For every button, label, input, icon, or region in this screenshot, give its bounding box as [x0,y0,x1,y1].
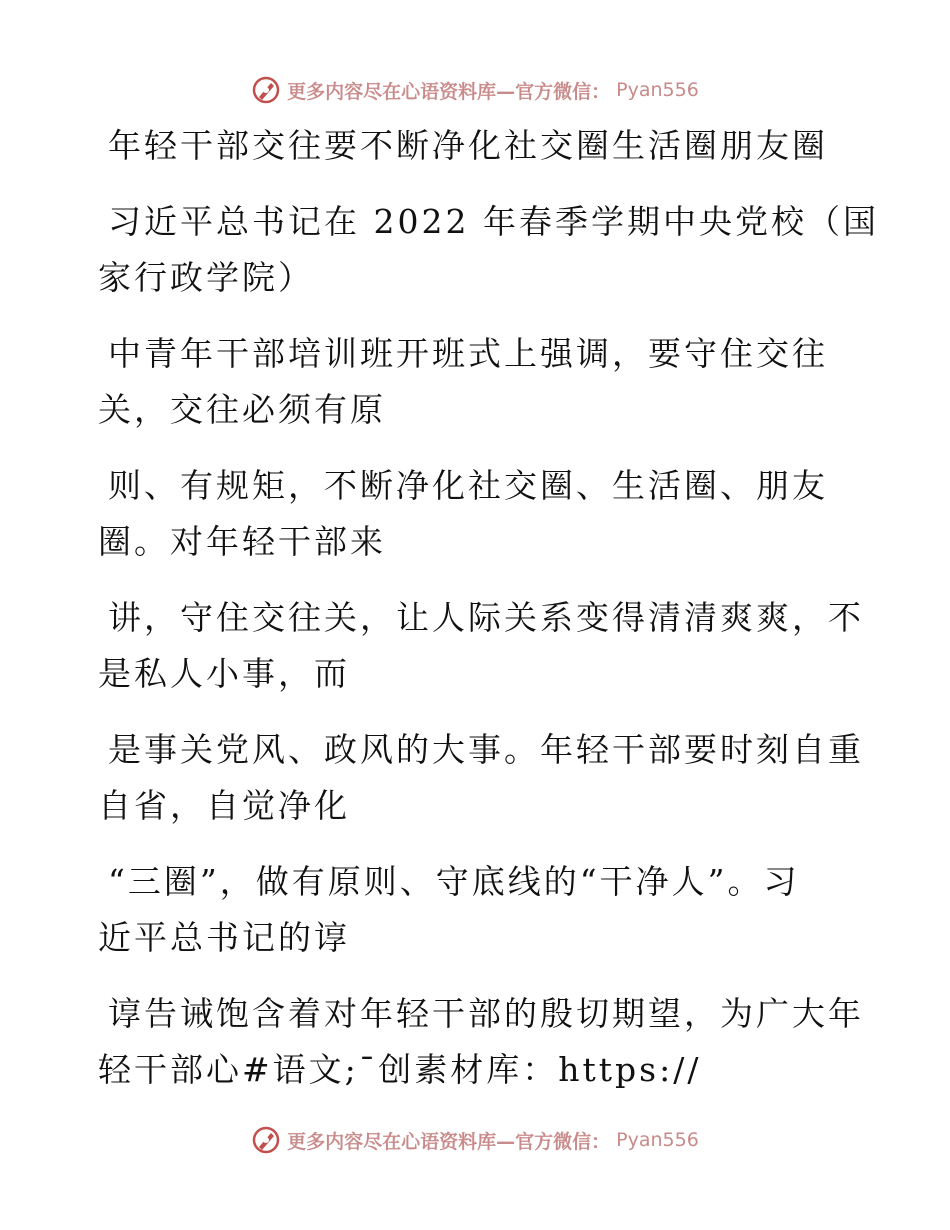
footer-watermark-banner [0,1122,950,1158]
paragraph-line: 是事关党风、政风的大事。年轻干部要时刻自重 [108,730,864,769]
paragraph-line: “三圈”，做有原则、守底线的“干净人”。习 [108,862,800,901]
paragraph-line: 关，交往必须有原 [98,390,386,429]
document-body [98,118,879,1098]
footer-watermark-text: 更多内容尽在心语资料库—官方微信： [287,1130,611,1153]
header-watermark-contact: Pyan556 [616,79,699,101]
quill-logo-icon [251,1125,281,1155]
quill-logo-icon [251,75,281,105]
paragraph-line: 是私人小事，而 [98,654,350,693]
header-watermark-banner [0,72,950,108]
paragraph-line: 自省，自觉净化 [98,786,350,825]
paragraph-line: 近平总书记的谆 [98,918,350,957]
paragraph-line: 轻干部心#语文;¯创素材库：https:// [98,1050,702,1089]
footer-watermark-contact: Pyan556 [616,1129,699,1151]
paragraph-line: 则、有规矩，不断净化社交圈、生活圈、朋友 [108,466,828,505]
paragraph-line: 习近平总书记在 2022 年春季学期中央党校（国 [108,202,879,241]
paragraph-line: 家行政学院） [98,258,314,297]
document-title: 年轻干部交往要不断净化社交圈生活圈朋友圈 [108,126,828,165]
paragraph-line: 中青年干部培训班开班式上强调，要守住交往 [108,334,828,373]
paragraph-line: 谆告诫饱含着对年轻干部的殷切期望，为广大年 [108,994,864,1033]
header-watermark-text: 更多内容尽在心语资料库—官方微信： [287,80,611,103]
paragraph-line: 圈。对年轻干部来 [98,522,386,561]
paragraph-line: 讲，守住交往关，让人际关系变得清清爽爽，不 [108,598,864,637]
